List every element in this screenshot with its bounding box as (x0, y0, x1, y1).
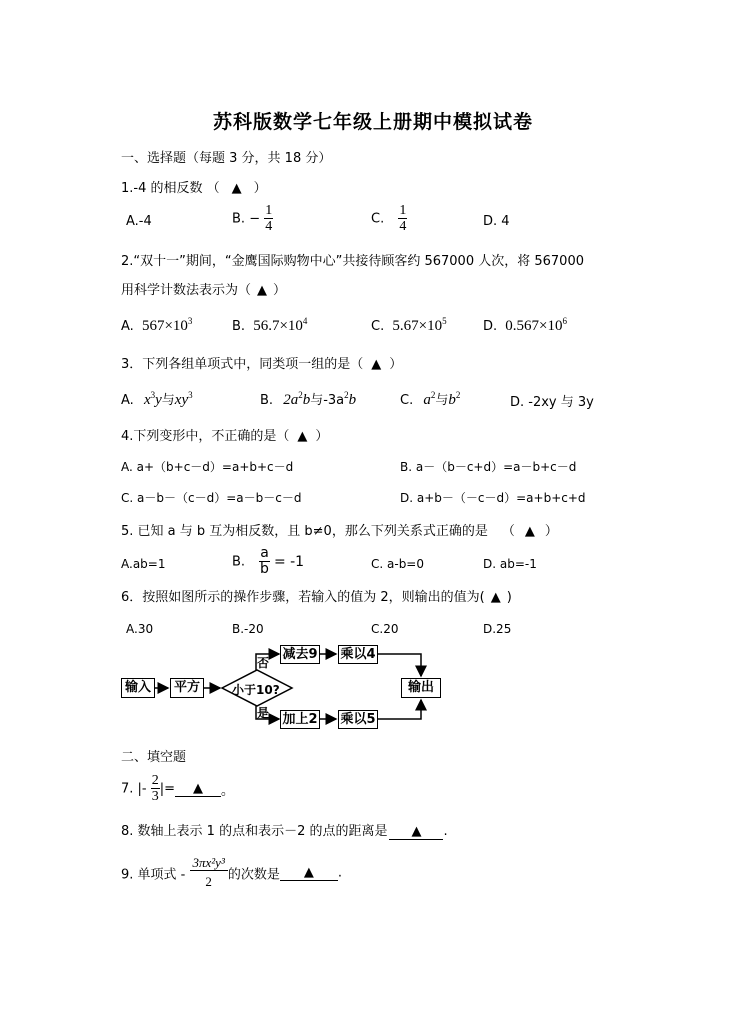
q1-option-b: B. − $\frac{1}{4}$ (232, 203, 273, 235)
q5-option-d: D. ab=-1 (483, 557, 537, 571)
q2-option-d: D. $0.567\times 10^6$ (483, 316, 568, 334)
question-5-stem: 5. 已知 a 与 b 互为相反数，且 b≠0，那么下列关系式正确的是 （ ▲ ） (121, 524, 558, 539)
question-2-line-1: 2.“双十一”期间，“金鹰国际购物中心”共接待顾客约 567000 人次，将 567000 (121, 254, 584, 269)
answer-marker: ▲ (297, 429, 308, 444)
decision-label: 小于10? (232, 683, 280, 697)
q2-option-c: C. $5.67\times 10^5$ (371, 316, 447, 334)
answer-marker: ▲ (231, 181, 242, 196)
q2-option-b: B. $56.7\times 10^4$ (232, 316, 308, 334)
multiply-4-box: 乘以4 (338, 645, 378, 664)
answer-marker: ▲ (411, 824, 422, 839)
q3-option-a: A. $x^3y$与$xy^3$ (121, 390, 193, 408)
yes-label: 是 (257, 706, 270, 720)
q6-option-b: B.-20 (232, 622, 264, 636)
q3-option-c: C. $a^2$与$b^2$ (400, 390, 461, 408)
q5-option-a: A.ab=1 (121, 557, 166, 571)
q4-option-a: A. a+（b+c－d）=a+b+c－d (121, 460, 294, 474)
q1-option-c: C. $\frac{1}{4}$ (371, 203, 407, 235)
q4-option-b: B. a－（b－c+d）=a－b+c－d (400, 460, 577, 474)
q4-option-c: C. a－b－（c－d）=a－b－c－d (121, 491, 302, 505)
no-label: 否 (257, 656, 270, 670)
input-box: 输入 (121, 678, 155, 698)
question-7: 7. |- $\frac{2}{3}$ |= ▲ 。 (121, 773, 235, 805)
q1-option-d: D. 4 (483, 214, 510, 229)
question-8: 8. 数轴上表示 1 的点和表示－2 的点的距离是 ▲ . (121, 824, 448, 839)
answer-marker: ▲ (257, 283, 268, 298)
answer-marker: ▲ (303, 864, 314, 880)
q5-option-c: C. a-b=0 (371, 557, 424, 571)
question-4-stem: 4.下列变形中，不正确的是（ ▲ ） (121, 429, 329, 444)
q4-option-d: D. a+b－（－c－d）=a+b+c+d (400, 491, 586, 505)
q2-option-a: A. $567\times 10^3$ (121, 316, 193, 334)
q6-option-a: A.30 (126, 622, 154, 636)
add-2-box: 加上2 (280, 710, 320, 729)
section-fill-heading: 二、填空题 (121, 750, 187, 765)
answer-marker: ▲ (490, 590, 501, 605)
q3-option-d: D. -2xy 与 3y (510, 395, 594, 410)
section-choice-heading: 一、选择题（每题 3 分，共 18 分） (121, 151, 332, 166)
answer-marker: ▲ (524, 524, 535, 539)
output-box: 输出 (401, 678, 441, 698)
question-6-stem: 6．按照如图所示的操作步骤，若输入的值为 2，则输出的值为( ▲ ) (121, 590, 512, 605)
q5-option-b: B. $\frac{a}{b}$ = -1 (232, 545, 305, 578)
subtract-9-box: 减去9 (280, 645, 320, 664)
q6-option-d: D.25 (483, 622, 512, 636)
page-title: 苏科版数学七年级上册期中模拟试卷 (213, 111, 534, 133)
question-1-stem: 1.-4 的相反数 （ ▲ ） (121, 181, 267, 196)
question-2-line-2: 用科学计数法表示为（ ▲ ） (121, 283, 287, 298)
question-9: 9. 单项式 - $\frac{\text{3πx²y³}}{2}$ 的次数是 ▲ . (121, 855, 343, 890)
question-3-stem: 3．下列各组单项式中，同类项一组的是（ ▲ ） (121, 357, 403, 372)
multiply-5-box: 乘以5 (338, 710, 378, 729)
square-box: 平方 (170, 678, 204, 698)
answer-marker: ▲ (371, 357, 382, 372)
q3-option-b: B. $2a^2b$与$-3a^2b$ (260, 390, 357, 408)
answer-marker: ▲ (193, 780, 204, 796)
q6-option-c: C.20 (371, 622, 399, 636)
q1-option-a: A.-4 (126, 214, 152, 229)
